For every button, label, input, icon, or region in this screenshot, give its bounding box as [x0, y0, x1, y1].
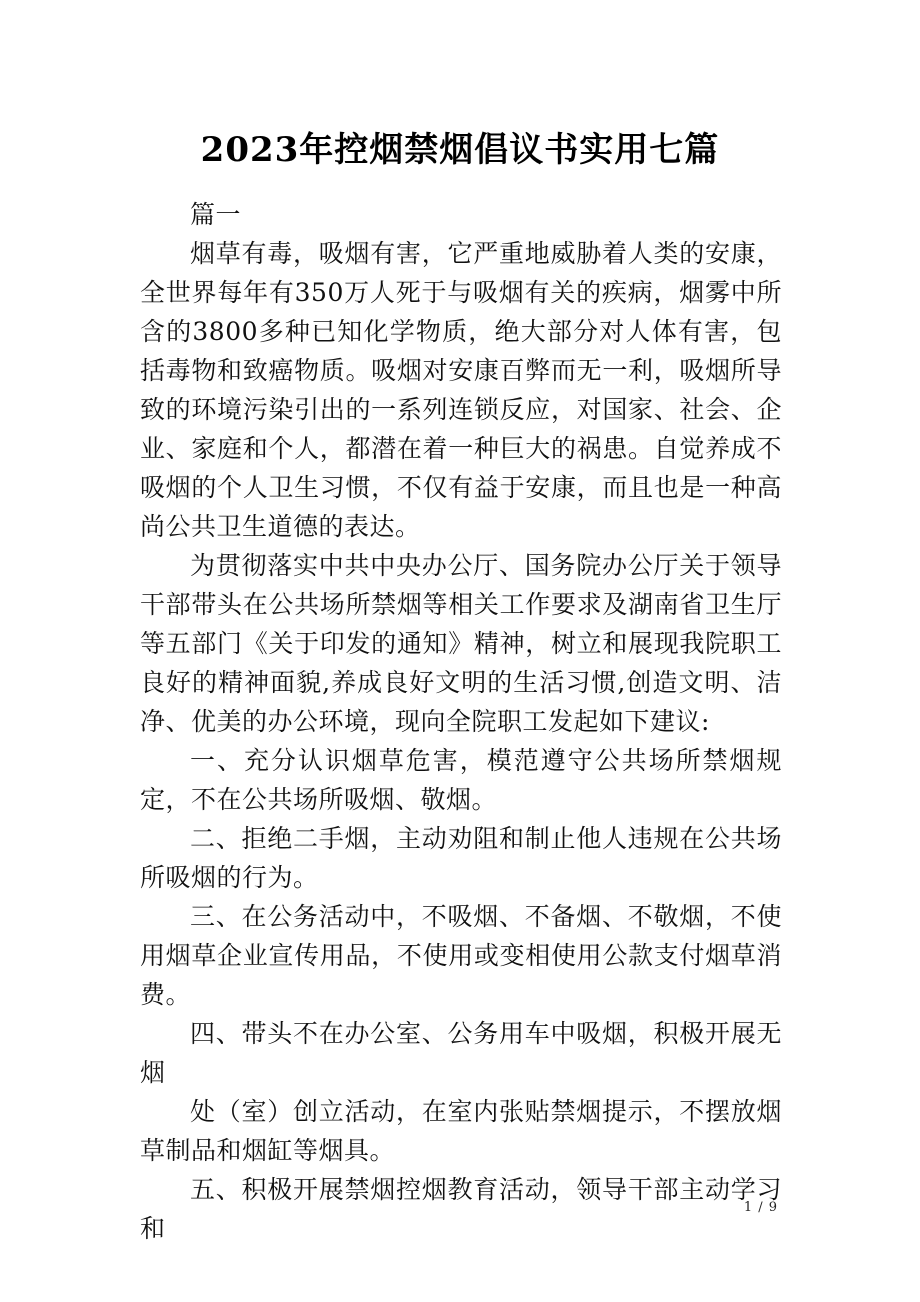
paragraph: 为贯彻落实中共中央办公厅、国务院办公厅关于领导干部带头在公共场所禁烟等相关工作要求及湖南省卫生厅等五部门《关于印发的通知》精神，树立和展现我院职工良好的精神面貌,养成良好文明的生活习惯,创造文明、洁净、优美的办公环境，现向全院职工发起如下建议:: [140, 551, 782, 736]
paragraph: 处（室）创立活动，在室内张贴禁烟提示，不摆放烟草制品和烟缸等烟具。: [140, 1097, 782, 1165]
paragraph: 二、拒绝二手烟，主动劝阻和制止他人违规在公共场所吸烟的行为。: [140, 824, 782, 892]
page-number: 1 / 9: [743, 1200, 778, 1215]
paragraph: 五、积极开展禁烟控烟教育活动，领导干部主动学习和: [140, 1175, 782, 1243]
paragraph: 一、充分认识烟草危害，模范遵守公共场所禁烟规定，不在公共场所吸烟、敬烟。: [140, 746, 782, 814]
section-heading: 篇一: [190, 200, 242, 229]
document-title: 2023年控烟禁烟倡议书实用七篇: [200, 130, 720, 170]
paragraph: 四、带头不在办公室、公务用车中吸烟，积极开展无烟: [140, 1019, 782, 1087]
paragraph: 三、在公务活动中，不吸烟、不备烟、不敬烟，不使用烟草企业宣传用品，不使用或变相使用公款支付烟草消费。: [140, 902, 782, 1009]
document-body: [140, 195, 782, 1248]
paragraph: 烟草有毒，吸烟有害，它严重地威胁着人类的安康，全世界每年有350万人死于与吸烟有关的疾病，烟雾中所含的3800多种已知化学物质，绝大部分对人体有害，包括毒物和致癌物质。吸烟对安康百弊而无一利，吸烟所导致的环境污染引出的一系列连锁反应，对国家、社会、企业、家庭和个人，都潜在着一种巨大的祸患。自觉养成不吸烟的个人卫生习惯，不仅有益于安康，而且也是一种高尚公共卫生道德的表达。: [140, 239, 782, 541]
